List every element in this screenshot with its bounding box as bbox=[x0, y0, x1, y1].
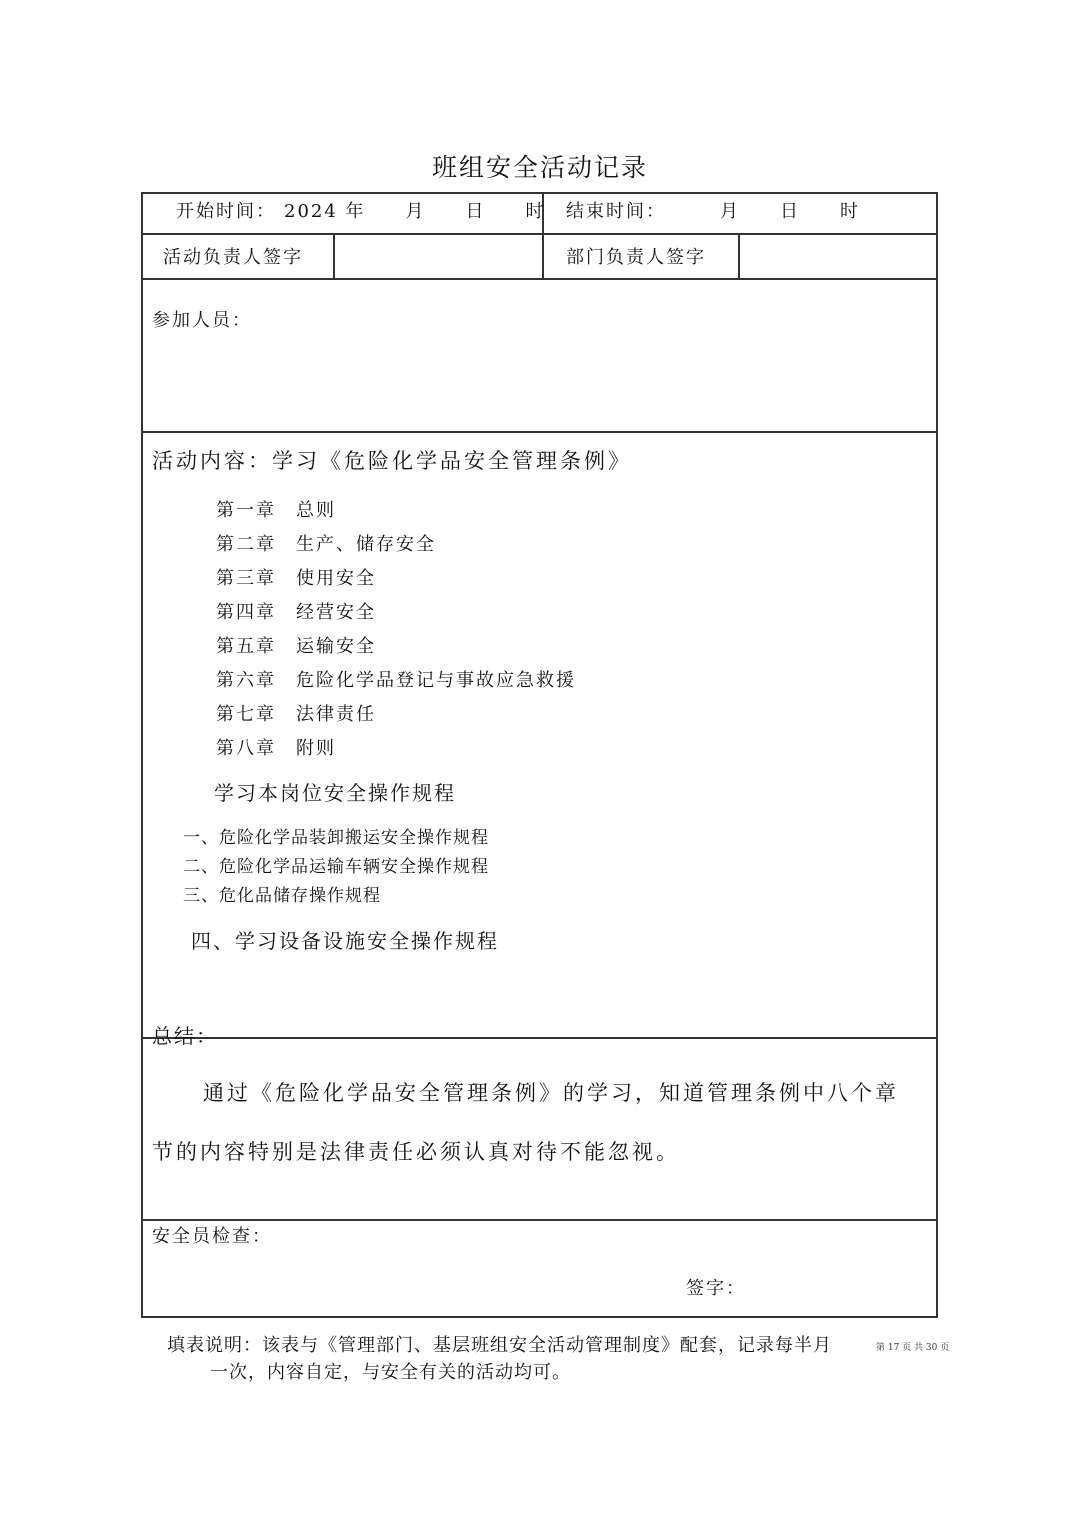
dept-sign-label: 部门负责人签字 bbox=[566, 247, 706, 268]
safety-check-label: 安全员检查： bbox=[152, 1226, 272, 1247]
start-time-label: 开始时间： bbox=[176, 201, 276, 222]
leader-sign-label: 活动负责人签字 bbox=[163, 247, 303, 268]
summary-label: 总结： bbox=[152, 1024, 218, 1048]
chapter-item: 第三章 使用安全 bbox=[216, 568, 376, 589]
procedure-item: 二、危险化学品运输车辆安全操作规程 bbox=[183, 857, 489, 877]
content-heading: 活动内容：学习《危险化学品安全管理条例》 bbox=[152, 449, 632, 473]
column-divider bbox=[738, 233, 740, 279]
procedure-item: 三、危化品储存操作规程 bbox=[183, 886, 381, 906]
chapter-item: 第八章 附则 bbox=[216, 738, 336, 759]
page-title: 班组安全活动记录 bbox=[431, 153, 648, 182]
dept-sign-field[interactable] bbox=[741, 236, 936, 277]
procedure-item: 一、危险化学品装卸搬运安全操作规程 bbox=[183, 828, 489, 848]
content-item-4: 四、学习设备设施安全操作规程 bbox=[191, 929, 499, 953]
end-time-label: 结束时间： bbox=[566, 201, 666, 222]
page-number: 第 17 页 共 30 页 bbox=[876, 1343, 950, 1353]
start-time-value[interactable]: 2024 年 月 日 时 bbox=[284, 201, 546, 222]
fill-instructions-line2: 一次，内容自定，与安全有关的活动均可。 bbox=[210, 1362, 571, 1383]
fill-instructions-line1: 填表说明：该表与《管理部门、基层班组安全活动管理制度》配套，记录每半月 bbox=[167, 1335, 832, 1356]
leader-sign-field[interactable] bbox=[336, 236, 541, 277]
row-divider bbox=[141, 1219, 938, 1221]
column-divider bbox=[333, 233, 335, 279]
chapter-item: 第五章 运输安全 bbox=[216, 636, 376, 657]
content-subheading: 学习本岗位安全操作规程 bbox=[214, 781, 456, 805]
chapter-item: 第六章 危险化学品登记与事故应急救援 bbox=[216, 670, 576, 691]
row-divider bbox=[141, 233, 938, 235]
safety-sign-field[interactable] bbox=[744, 1270, 934, 1306]
chapter-item: 第二章 生产、储存安全 bbox=[216, 534, 436, 555]
row-divider bbox=[141, 278, 938, 280]
row-divider bbox=[141, 1037, 938, 1039]
chapter-item: 第七章 法律责任 bbox=[216, 704, 376, 725]
chapter-item: 第一章 总则 bbox=[216, 500, 336, 521]
chapter-item: 第四章 经营安全 bbox=[216, 602, 376, 623]
summary-text-line2: 节的内容特别是法律责任必须认真对待不能忽视。 bbox=[152, 1140, 680, 1164]
participants-label: 参加人员： bbox=[152, 310, 252, 331]
safety-sign-label: 签字： bbox=[686, 1278, 746, 1299]
summary-text-line1: 通过《危险化学品安全管理条例》的学习，知道管理条例中八个章 bbox=[203, 1081, 899, 1105]
row-divider bbox=[141, 431, 938, 433]
end-time-value[interactable]: 月 日 时 bbox=[720, 201, 860, 222]
